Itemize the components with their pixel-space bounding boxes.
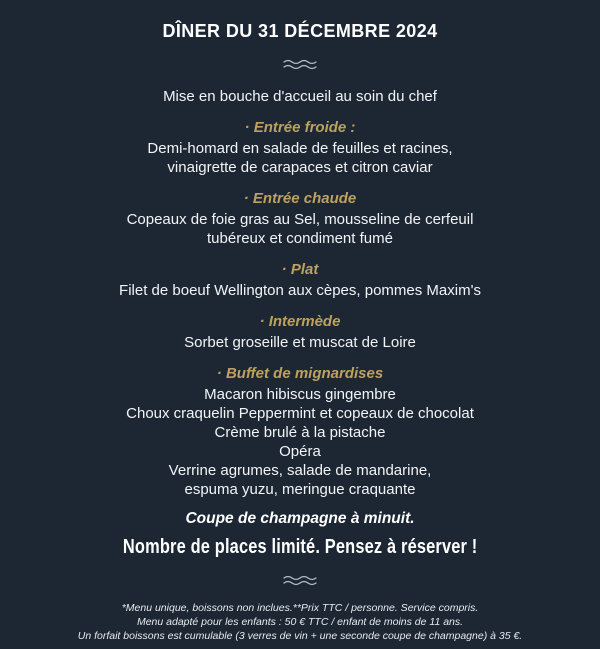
section-intermede xyxy=(0,312,600,352)
fine-print-line: *Menu unique, boissons non inclues.**Prix TTC / personne. Service compris. xyxy=(121,602,479,614)
reservation-note-wrap xyxy=(0,536,600,559)
menu-item-line: Crème brulé à la pistache xyxy=(214,424,386,441)
menu-title: DÎNER DU 31 DÉCEMBRE 2024 xyxy=(162,21,438,41)
reservation-note: Nombre de places limité. Pensez à réserver ! xyxy=(122,536,478,558)
menu-item-line: Opéra xyxy=(279,443,321,460)
menu-item-line: Macaron hibiscus gingembre xyxy=(204,386,396,403)
double-wave-icon xyxy=(283,574,317,586)
section-heading: · Entrée froide : xyxy=(244,119,356,136)
fine-print-line: Un forfait boissons est cumulable (3 verres de vin + une seconde coupe de champagne) à 35 €. xyxy=(77,630,523,642)
fine-print-line: Menu adapté pour les enfants : 50 € TTC / enfant de moins de 11 ans. xyxy=(136,616,464,628)
menu-item-line: Copeaux de foie gras au Sel, mousseline de cerfeuil xyxy=(126,211,474,228)
section-mignardises xyxy=(0,364,600,499)
section-entree-froide xyxy=(0,118,600,177)
intro-line: Mise en bouche d'accueil au soin du chef xyxy=(163,88,437,105)
champagne-note: Coupe de champagne à minuit. xyxy=(185,510,415,527)
section-heading: · Buffet de mignardises xyxy=(216,365,384,382)
menu-item-line: Demi-homard en salade de feuilles et racines, xyxy=(147,140,453,157)
menu-item-line: Filet de boeuf Wellington aux cèpes, pommes Maxim's xyxy=(119,282,481,299)
menu-item-line: Sorbet groseille et muscat de Loire xyxy=(184,334,416,351)
double-wave-icon xyxy=(283,58,317,70)
section-heading: · Intermède xyxy=(259,313,341,330)
menu-item-line: tubéreux et condiment fumé xyxy=(207,230,393,247)
section-heading: · Plat xyxy=(281,261,319,278)
menu-item-line: espuma yuzu, meringue craquante xyxy=(184,481,416,498)
section-heading: · Entrée chaude xyxy=(243,190,357,207)
section-plat xyxy=(0,260,600,300)
fine-print xyxy=(0,601,600,643)
menu-item-line: Verrine agrumes, salade de mandarine, xyxy=(168,462,432,479)
menu-item-line: vinaigrette de carapaces et citron caviar xyxy=(167,159,433,176)
section-entree-chaude xyxy=(0,189,600,248)
menu-item-line: Choux craquelin Peppermint et copeaux de chocolat xyxy=(126,405,474,422)
